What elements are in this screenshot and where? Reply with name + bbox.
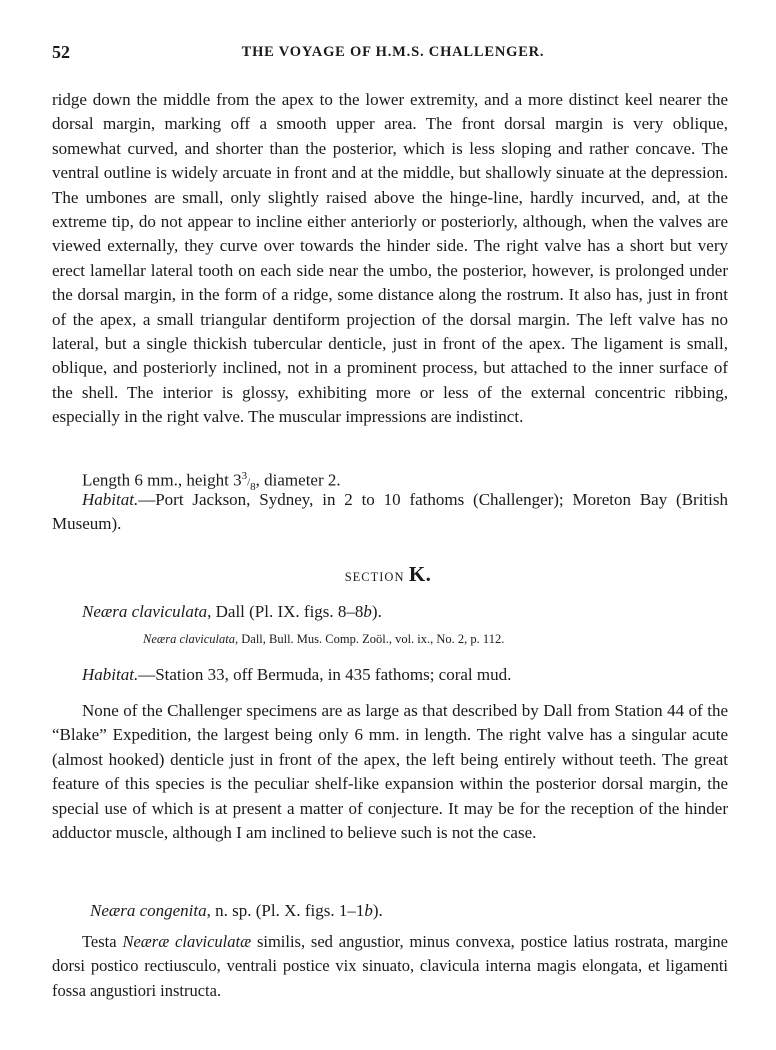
- measurements-rest: , diameter 2.: [255, 470, 341, 490]
- fraction-numerator: 3: [241, 470, 248, 482]
- reference-citation: , Dall, Bull. Mus. Comp. Zoöl., vol. ix., No. 2, p. 112.: [235, 632, 505, 646]
- species-authority: , n. sp. (Pl. X. figs. 1–1: [206, 901, 365, 920]
- habitat-label: Habitat.: [82, 665, 139, 684]
- species-authority: , Dall (Pl. IX. figs. 8–8: [207, 602, 364, 621]
- reference-species-name: Neæra claviculata: [143, 632, 235, 646]
- figure-suffix: b: [364, 901, 373, 920]
- running-head: [52, 42, 734, 66]
- description-paragraph: ridge down the middle from the apex to the lower extremity, and a more distinct keel nearer the dorsal margin, marking off a smooth upper area. The front dorsal margin is very oblique, somewhat curved, and shorter than the posterior, which is less sloping and rather concave. The ventral outline is widely arcuate in front and at the middle, but shallowly sinuate at the depression. The umbones are small, only slightly raised above the hinge-line, hardly incurved, and, at the extreme tip, do not appear to incline either anteriorly or posteriorly, although, when the valves are viewed externally, they curve over towards the hinder side. The right valve has a short but very erect lamellar lateral tooth on each side near the umbo, the posterior, however, is prolonged under the dorsal margin, in the form of a ridge, some distance along the rostrum. It also has, just in front of the apex, a small triangular dentiform projection of the dorsal margin. The left valve has no lateral, but a single thickish tubercular denticle, just in front of the apex. The ligament is small, oblique, and posteriorly inclined, not in a prominent process, but attached to the inner surface of the shell. The interior is glossy, exhibiting more or less of the external concentric ribbing, especially in the right valve. The muscular impressions are indistinct.: [52, 90, 728, 427]
- section-heading: [0, 562, 776, 587]
- synonymy-reference: [143, 632, 504, 647]
- section-word: SECTION: [344, 570, 405, 584]
- running-title: THE VOYAGE OF H.M.S. CHALLENGER.: [241, 44, 545, 60]
- latin-diagnosis-paragraph: [52, 930, 728, 1003]
- species-close: ).: [372, 901, 383, 920]
- remarks-paragraph: None of the Challenger specimens are as large as that described by Dall from Station 44 of the “Blake” Expedition, the largest being only 6 mm. in length. The right valve has a singular acute (almost hooked) denticle just in front of the apex, the left being entirely without teeth. The great feature of this species is the peculiar shelf-like expansion within the posterior dorsal margin, the special use of which is at present a matter of conjecture. It may be for the reception of the hinder adductor muscle, although I am inclined to believe such is not the case.: [52, 701, 728, 843]
- species-heading-congenita: [90, 899, 383, 923]
- species-name: Neæra claviculata: [82, 602, 208, 621]
- diagnosis-text: similis, sed angustior, minus convexa, postice latius rostrata, margine dorsi postico rectiusculo, ventrali postice vix sinuato, clavicula interna magis elongata, et ligamenti fossa angustiori instructa.: [52, 932, 728, 1000]
- measurements-line: Length 6 mm., height $3^3/_8$, diameter 2.: [82, 470, 341, 494]
- page-number: 52: [52, 42, 70, 62]
- species-heading-claviculata: [52, 600, 728, 624]
- habitat-paragraph-1: [52, 488, 728, 537]
- diagnosis-species-name: Neæræ claviculatæ: [122, 932, 252, 951]
- fraction-denominator: 8: [250, 481, 256, 494]
- species-close: ).: [371, 602, 382, 621]
- habitat-text: —Port Jackson, Sydney, in 2 to 10 fathoms (Challenger); Moreton Bay (British Museum).: [52, 490, 728, 534]
- measurements-text: Length 6 mm., height 3: [82, 470, 242, 490]
- habitat-label: Habitat.: [82, 490, 139, 509]
- species-name: Neæra congenita: [90, 901, 207, 920]
- habitat-paragraph-2: [52, 663, 728, 687]
- section-letter: K.: [408, 562, 432, 586]
- habitat-text: —Station 33, off Bermuda, in 435 fathoms; coral mud.: [138, 665, 512, 684]
- diagnosis-lead: Testa: [82, 932, 123, 951]
- figure-suffix: b: [363, 602, 372, 621]
